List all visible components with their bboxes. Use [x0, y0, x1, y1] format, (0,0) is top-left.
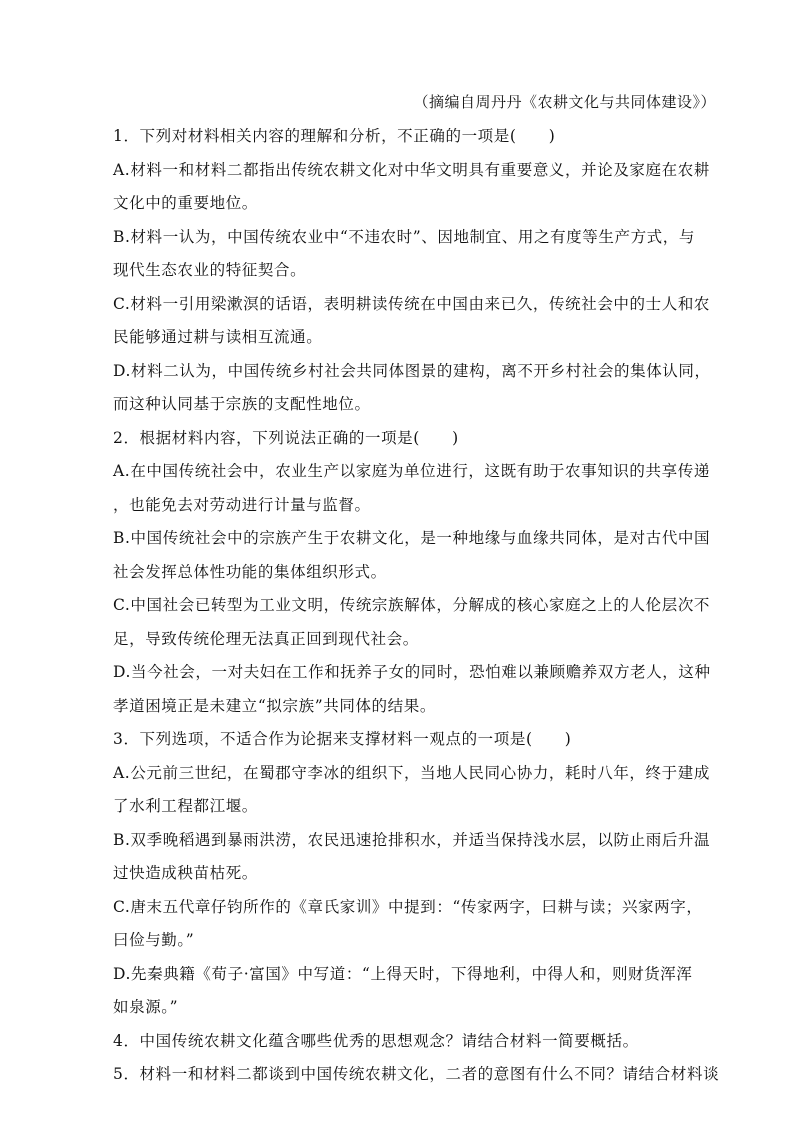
- text-line: 民能够通过耕与读相互流通。: [113, 328, 323, 346]
- text-line: 孝道困境正是未建立“拟宗族”共同体的结果。: [113, 696, 436, 715]
- text-line: 曰俭与勤。”: [113, 931, 195, 949]
- text-line: 1．下列对材料相关内容的理解和分析，不正确的一项是( ): [113, 127, 556, 145]
- source-citation: （摘编自周丹丹《农耕文化与共同体建设》）: [413, 93, 716, 111]
- text-line: C.唐末五代章仔钧所作的《章氏家训》中提到：“传家两字，曰耕与读；兴家两字，: [113, 897, 703, 916]
- text-line: 3．下列选项，不适合作为论据来支撑材料一观点的一项是( ): [113, 730, 572, 748]
- text-line: 了水利工程都江堰。: [113, 797, 258, 815]
- text-line: 如泉源。”: [113, 998, 179, 1016]
- text-line: ，也能免去对劳动进行计量与监督。: [113, 495, 371, 514]
- text-line: 足，导致传统伦理无法真正回到现代社会。: [113, 629, 419, 648]
- text-line: 而这种认同基于宗族的支配性地位。: [113, 395, 371, 413]
- text-line: B.中国传统社会中的宗族产生于农耕文化，是一种地缘与血缘共同体，是对古代中国: [113, 529, 711, 547]
- text-line: 5．材料一和材料二都谈到中国传统农耕文化，二者的意图有什么不同？请结合材料谈: [113, 1065, 720, 1083]
- text-line: B.材料一认为，中国传统农业中“不违农时”、因地制宜、用之有度等生产方式，与: [113, 227, 695, 246]
- text-line: D.材料二认为，中国传统乡村社会共同体图景的建构，离不开乡村社会的集体认同，: [113, 361, 711, 380]
- text-line: A.在中国传统社会中，农业生产以家庭为单位进行，这既有助于农事知识的共享传递: [113, 462, 710, 480]
- text-line: 2．根据材料内容，下列说法正确的一项是( ): [113, 428, 459, 447]
- text-line: C.中国社会已转型为工业文明，传统宗族解体，分解成的核心家庭之上的人伦层次不: [113, 596, 711, 614]
- text-line: 社会发挥总体性功能的集体组织形式。: [113, 562, 387, 581]
- text-line: B.双季晚稻遇到暴雨洪涝，农民迅速抢排积水，并适当保持浅水层，以防止雨后升温: [113, 830, 711, 849]
- text-line: 4．中国传统农耕文化蕴含哪些优秀的思想观念？请结合材料一简要概括。: [113, 1031, 639, 1050]
- text-line: D.先秦典籍《荀子·富国》中写道：“上得天时，下得地利，中得人和，则财货浑浑: [113, 964, 693, 983]
- text-line: D.当今社会，一对夫妇在工作和抚养子女的同时，恐怕难以兼顾赡养双方老人，这种: [113, 663, 711, 681]
- text-line: 现代生态农业的特征契合。: [113, 261, 307, 279]
- text-line: C.材料一引用梁漱溟的话语，表明耕读传统在中国由来已久，传统社会中的士人和农: [113, 294, 711, 313]
- text-line: A.材料一和材料二都指出传统农耕文化对中华文明具有重要意义，并论及家庭在农耕: [113, 160, 710, 179]
- text-line: 过快造成秧苗枯死。: [113, 864, 258, 882]
- text-line: 文化中的重要地位。: [113, 194, 258, 212]
- text-line: A.公元前三世纪，在蜀郡守李冰的组织下，当地人民同心协力，耗时八年，终于建成: [113, 763, 710, 782]
